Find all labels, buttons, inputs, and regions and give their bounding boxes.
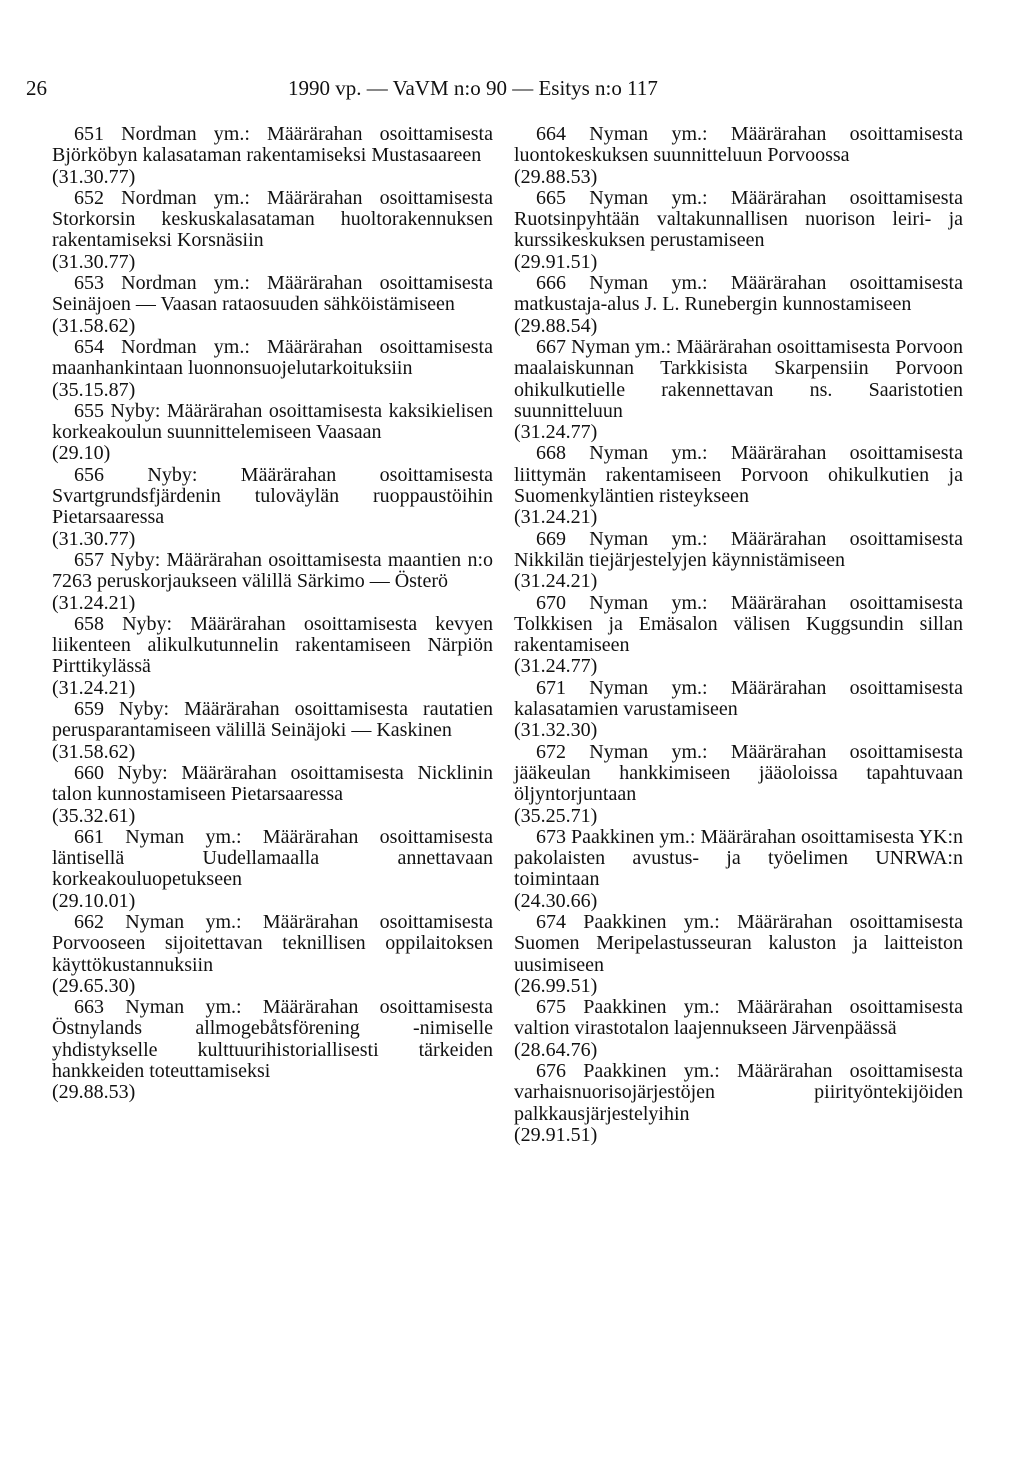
motion-text: 669 Nyman ym.: Määrärahan osoittamisesta Nikkilän tiejärjestelyjen käynnistämiseen	[514, 527, 963, 571]
motion-text: 656 Nyby: Määrärahan osoittamisesta Svartgrundsfjärdenin tuloväylän ruoppaustöihin Pietarsaaressa	[52, 463, 493, 529]
budget-reference: (29.10.01)	[52, 889, 136, 912]
motion-text: 675 Paakkinen ym.: Määrärahan osoittamisesta valtion virastotalon laajennukseen Järvenpäässä	[514, 996, 963, 1040]
motion-entry	[514, 273, 963, 337]
budget-reference: (29.91.51)	[514, 1123, 598, 1146]
motion-entry	[52, 465, 493, 550]
motion-entry	[514, 529, 963, 593]
motion-text: 652 Nordman ym.: Määrärahan osoittamisesta Storkorsin keskuskalasataman huoltorakennuksen rakentamiseksi Korsnäsiin	[52, 186, 493, 252]
motion-entry	[52, 997, 493, 1103]
motion-entry	[52, 614, 493, 699]
motion-text: 668 Nyman ym.: Määrärahan osoittamisesta liittymän rakentamiseen Porvoon ohikulkutien ja Suomenkyläntien risteykseen	[514, 442, 963, 508]
budget-reference: (31.58.62)	[52, 314, 136, 337]
motion-text: 657 Nyby: Määrärahan osoittamisesta maantien n:o 7263 peruskorjaukseen välillä Särkimo — Österö	[52, 548, 493, 593]
motion-text: 665 Nyman ym.: Määrärahan osoittamisesta Ruotsinpyhtään valtakunnallisen nuorison leiri- ja kurssikeskuksen perustamiseen	[514, 186, 963, 252]
budget-reference: (31.58.62)	[52, 740, 136, 763]
budget-reference: (31.30.77)	[52, 165, 136, 188]
motion-entry	[514, 337, 963, 443]
motion-entry	[514, 912, 963, 997]
motion-entry	[514, 593, 963, 678]
motion-text: 667 Nyman ym.: Määrärahan osoittamisesta Porvoon maalaiskunnan Tarkkisista Skarpensiin Porvoon ohikulkutielle rakennettavan ns. Saaristotien suunnitteluun	[514, 335, 963, 422]
motion-entry	[514, 124, 963, 188]
budget-reference: (29.88.53)	[52, 1081, 136, 1104]
motion-text: 674 Paakkinen ym.: Määrärahan osoittamisesta Suomen Meripelastusseuran kaluston ja laitteiston uusimiseen	[514, 910, 963, 976]
budget-reference: (29.65.30)	[52, 974, 136, 997]
motion-text: 673 Paakkinen ym.: Määrärahan osoittamisesta YK:n pakolaisten avustus- ja työelimen UNRWA:n toimintaan	[514, 825, 963, 891]
motion-entry	[514, 443, 963, 528]
budget-reference: (31.24.21)	[52, 591, 136, 614]
budget-reference: (31.30.77)	[52, 527, 136, 550]
budget-reference: (31.24.77)	[514, 655, 598, 678]
right-column	[514, 124, 963, 1146]
motion-text: 661 Nyman ym.: Määrärahan osoittamisesta läntisellä Uudellamaalla annettavaan korkeakouluopetukseen	[52, 825, 493, 891]
budget-reference: (29.10)	[52, 442, 111, 465]
budget-reference: (29.91.51)	[514, 250, 598, 273]
motion-entry	[52, 401, 493, 465]
motion-entry	[52, 273, 493, 337]
budget-reference: (35.32.61)	[52, 804, 136, 827]
motion-text: 670 Nyman ym.: Määrärahan osoittamisesta Tolkkisen ja Emäsalon välisen Kuggsundin sillan rakentamiseen	[514, 591, 963, 657]
budget-reference: (31.24.21)	[514, 570, 598, 593]
motion-entry	[514, 188, 963, 273]
budget-reference: (31.24.77)	[514, 421, 598, 444]
motion-text: 663 Nyman ym.: Määrärahan osoittamisesta Östnylands allmogebåtsförening -nimiselle yhdistykselle kulttuurihistoriallisesti tärkeiden hankkeiden toteuttamiseksi	[52, 996, 493, 1083]
motion-text: 659 Nyby: Määrärahan osoittamisesta rautatien perusparantamiseen välillä Seinäjoki — Kaskinen	[52, 698, 493, 742]
budget-reference: (24.30.66)	[514, 889, 598, 912]
motion-text: 662 Nyman ym.: Määrärahan osoittamisesta Porvooseen sijoitettavan teknillisen oppilaitoksen käyttökustannuksiin	[52, 910, 493, 976]
budget-reference: (31.30.77)	[52, 250, 136, 273]
budget-reference: (29.88.54)	[514, 314, 598, 337]
motion-text: 658 Nyby: Määrärahan osoittamisesta kevyen liikenteen alikulkutunnelin rakentamiseen Närpiön Pirttikylässä	[52, 612, 493, 678]
budget-reference: (35.25.71)	[514, 804, 598, 827]
motion-entry	[52, 124, 493, 188]
budget-reference: (26.99.51)	[514, 974, 598, 997]
motion-text: 654 Nordman ym.: Määrärahan osoittamisesta maanhankintaan luonnonsuojelutarkoituksiin	[52, 335, 493, 380]
left-column	[52, 124, 493, 1104]
motion-entry	[52, 763, 493, 827]
page-header	[26, 73, 746, 103]
budget-reference: (31.24.21)	[52, 676, 136, 699]
budget-reference: (35.15.87)	[52, 378, 136, 401]
motion-entry	[52, 550, 493, 614]
motion-text: 676 Paakkinen ym.: Määrärahan osoittamisesta varhaisnuorisojärjestöjen piirityöntekijöiden palkkausjärjestelyihin	[514, 1060, 963, 1125]
motion-text: 666 Nyman ym.: Määrärahan osoittamisesta matkustaja-alus J. L. Runebergin kunnostamiseen	[514, 272, 963, 316]
budget-reference: (28.64.76)	[514, 1038, 598, 1061]
motion-entry	[514, 827, 963, 912]
motion-entry	[514, 678, 963, 742]
motion-text: 651 Nordman ym.: Määrärahan osoittamisesta Björköbyn kalasataman rakentamiseksi Mustasaareen	[52, 123, 493, 167]
budget-reference: (29.88.53)	[514, 165, 598, 188]
motion-entry	[52, 912, 493, 997]
motion-entry	[52, 337, 493, 401]
motion-entry	[52, 827, 493, 912]
motion-text: 660 Nyby: Määrärahan osoittamisesta Nicklinin talon kunnostamiseen Pietarsaaressa	[52, 761, 493, 806]
motion-entry	[514, 1061, 963, 1146]
motion-text: 672 Nyman ym.: Määrärahan osoittamisesta jääkeulan hankkimiseen jääoloissa tapahtuvaan öljyntorjuntaan	[514, 740, 963, 806]
budget-reference: (31.32.30)	[514, 719, 598, 742]
motion-text: 664 Nyman ym.: Määrärahan osoittamisesta luontokeskuksen suunnitteluun Porvoossa	[514, 123, 963, 167]
motion-entry	[52, 188, 493, 273]
motion-text: 671 Nyman ym.: Määrärahan osoittamisesta kalasatamien varustamiseen	[514, 676, 963, 721]
budget-reference: (31.24.21)	[514, 506, 598, 529]
motion-entry	[514, 742, 963, 827]
motion-entry	[514, 997, 963, 1061]
page-number: 26	[26, 76, 47, 100]
motion-text: 653 Nordman ym.: Määrärahan osoittamisesta Seinäjoen — Vaasan rataosuuden sähköistämiseen	[52, 272, 493, 316]
running-title: 1990 vp. — VaVM n:o 90 — Esitys n:o 117	[288, 76, 658, 100]
motion-entry	[52, 699, 493, 763]
motion-text: 655 Nyby: Määrärahan osoittamisesta kaksikielisen korkeakoulun suunnittelemiseen Vaasaan	[52, 399, 493, 444]
